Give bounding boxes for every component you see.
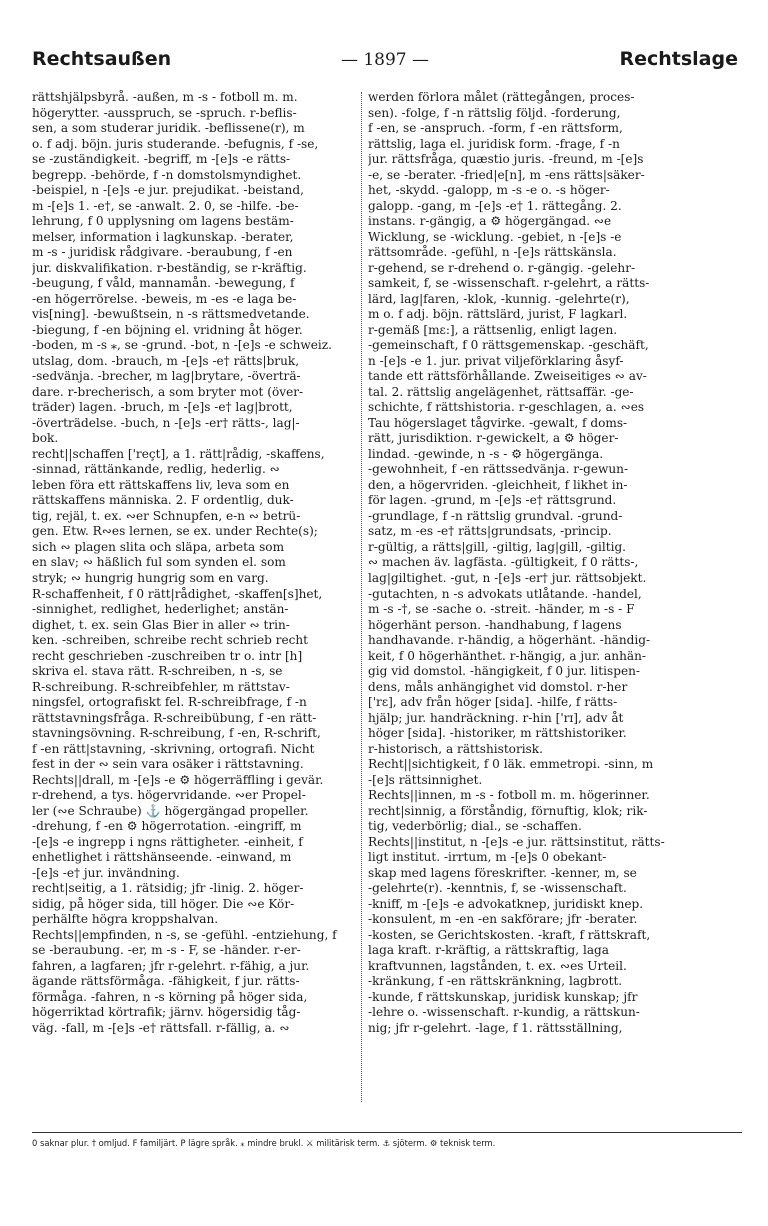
dictionary-line: rättsområde. -gefühl, n -[e]s rättskänsla. xyxy=(368,245,617,260)
dictionary-line: -överträdelse. -buch, n -[e]s -er† rätts-, lag|- xyxy=(32,415,300,430)
footer-rule xyxy=(32,1132,742,1133)
dictionary-line: keit, f 0 högerhänthet. r-hängig, a jur. anhän- xyxy=(368,648,646,663)
dictionary-line: tal. 2. rättslig angelägenhet, rättsaffär. -ge- xyxy=(368,384,634,399)
dictionary-line: galopp. -gang, m -[e]s -e† 1. rättegång. 2. xyxy=(368,198,622,213)
dictionary-line: n -[e]s -e 1. jur. privat viljeförklaring åsyf- xyxy=(368,353,624,368)
dictionary-line: o. f adj. böjn. juris studerande. -befugnis, f -se, xyxy=(32,136,319,151)
dictionary-line: r-gemäß [mɛ:], a rättsenlig, enligt lagen. xyxy=(368,322,618,337)
dictionary-line: tande ett rättsförhållande. Zweiseitiges ∾ av- xyxy=(368,369,647,384)
dictionary-line: fahren, a lagfaren; jfr r-gelehrt. r-fähig, a jur. xyxy=(32,958,310,973)
dictionary-line: nig; jfr r-gelehrt. -lage, f 1. rättsställning, xyxy=(368,1020,623,1035)
dictionary-line: -gemeinschaft, f 0 rättsgemenskap. -geschäft, xyxy=(368,338,649,353)
dictionary-line: -[e]s rättsinnighet. xyxy=(368,772,483,787)
dictionary-line: -sinnighet, redlighet, hederlighet; anstän- xyxy=(32,602,289,617)
dictionary-line: m -[e]s 1. -e†, se -anwalt. 2. 0, se -hilfe. -be- xyxy=(32,198,299,213)
dictionary-line: högerytter. -ausspruch, se -spruch. r-beflis- xyxy=(32,105,297,120)
dictionary-line: -beugung, f våld, mannamån. -bewegung, f xyxy=(32,276,295,291)
dictionary-line: recht||schaffen ['reçt], a 1. rätt|rådig, -skaffens, xyxy=(32,446,325,461)
page-header xyxy=(32,48,738,78)
dictionary-line: instans. r-gängig, a ⚙ högergängad. ∾e xyxy=(368,214,612,229)
dictionary-line: r-historisch, a rättshistorisk. xyxy=(368,741,543,756)
dictionary-line: Rechts||institut, n -[e]s -e jur. rättsinstitut, rätts- xyxy=(368,834,665,849)
dictionary-line: fest in der ∾ sein vara osäker i rättstavning. xyxy=(32,757,304,772)
dictionary-line: se -beraubung. -er, m -s - F, se -händer. r-er- xyxy=(32,943,301,958)
dictionary-line: ∾ machen äv. lagfästa. -gültigkeit, f 0 rätts-, xyxy=(368,555,639,570)
dictionary-line: handhavande. r-händig, a högerhänt. -händig- xyxy=(368,633,651,648)
dictionary-line: skap med lagens föreskrifter. -kenner, m, se xyxy=(368,865,637,880)
dictionary-line: -kunde, f rättskunskap, juridisk kunskap; jfr xyxy=(368,989,638,1004)
header-guide-word-right: Rechtslage xyxy=(619,48,738,70)
dictionary-line: -kosten, se Gerichtskosten. -kraft, f rättskraft, xyxy=(368,927,651,942)
dictionary-line: högerhänt person. -handhabung, f lagens xyxy=(368,617,622,632)
dictionary-line: Tau högerslaget tågvirke. -gewalt, f doms- xyxy=(368,415,628,430)
dictionary-line: -boden, m -s ⁎, se -grund. -bot, n -[e]s -e schweiz. xyxy=(32,338,332,353)
dictionary-line: jur. rättsfråga, quæstio juris. -freund, m -[e]s xyxy=(368,152,644,167)
dictionary-line: recht|seitig, a 1. rätsidig; jfr -linig. 2. höger- xyxy=(32,881,304,896)
left-column xyxy=(32,90,372,1130)
dictionary-line: rättskaffens människa. 2. F ordentlig, duk- xyxy=(32,493,294,508)
dictionary-line: för lagen. -grund, m -[e]s -e† rättsgrund. xyxy=(368,493,617,508)
dictionary-line: r-drehend, a tys. högervridande. ∾er Propel- xyxy=(32,788,306,803)
dictionary-line: hjälp; jur. handräckning. r-hin ['rɪ], adv åt xyxy=(368,710,624,725)
dictionary-line: tig, rejäl, t. ex. ∾er Schnupfen, e-n ∾ betrü- xyxy=(32,508,301,523)
dictionary-line: R-schreibung. R-schreibfehler, m rättstav- xyxy=(32,679,290,694)
dictionary-line: gen. Etw. R∾es lernen, se ex. under Rechte(s); xyxy=(32,524,318,539)
dictionary-line: skriva el. stava rätt. R-schreiben, n -s, se xyxy=(32,664,283,679)
dictionary-line: schichte, f rättshistoria. r-geschlagen, a. ∾es xyxy=(368,400,645,415)
dictionary-line: -kränkung, f -en rättskränkning, lagbrott. xyxy=(368,974,623,989)
dictionary-line: -konsulent, m -en -en sakförare; jfr -berater. xyxy=(368,912,638,927)
dictionary-line: sen). -folge, f -n rättslig följd. -forderung, xyxy=(368,105,621,120)
dictionary-line: -sinnad, rättänkande, redlig, hederlig. ∾ xyxy=(32,462,280,477)
dictionary-line: rättshjälpsbyrå. -außen, m -s - fotboll m. m. xyxy=(32,90,298,104)
dictionary-line: perhälfte högra kroppshalvan. xyxy=(32,912,219,927)
dictionary-line: rättslig, laga el. juridisk form. -frage, f -n xyxy=(368,136,620,151)
dictionary-line: f -en rätt|stavning, -skrivning, ortografi. Nicht xyxy=(32,741,315,756)
dictionary-line: dighet, t. ex. sein Glas Bier in aller ∾ trin- xyxy=(32,617,290,632)
dictionary-line: sich ∾ plagen slita och släpa, arbeta som xyxy=(32,539,285,554)
dictionary-line: tig, vederbörlig; dial., se -schaffen. xyxy=(368,819,582,834)
dictionary-line: lag|giltighet. -gut, n -[e]s -er† jur. rättsobjekt. xyxy=(368,570,647,585)
dictionary-line: dens, måls anhängighet vid domstol. r-her xyxy=(368,679,628,694)
dictionary-line: -drehung, f -en ⚙ högerrotation. -eingriff, m xyxy=(32,819,302,834)
column-divider xyxy=(361,92,363,1102)
dictionary-line: leben föra ett rättskaffens liv, leva som en xyxy=(32,477,290,492)
dictionary-line: Rechts||innen, m -s - fotboll m. m. högerinner. xyxy=(368,788,650,803)
dictionary-line: -sedvänja. -brecher, m lag|brytare, -överträ- xyxy=(32,369,301,384)
dictionary-line: r-gehend, se r-drehend o. r-gängig. -gelehr- xyxy=(368,260,636,275)
dictionary-line: lehrung, f 0 upplysning om lagens bestäm- xyxy=(32,214,294,229)
dictionary-line: -[e]s -e ingrepp i ngns rättigheter. -einheit, f xyxy=(32,834,303,849)
dictionary-line: ['rɛ], adv från höger [sida]. -hilfe, f rätts- xyxy=(368,695,618,710)
dictionary-line: m -s -†, se -sache o. -streit. -händer, m -s - F xyxy=(368,602,635,617)
dictionary-line: -gewohnheit, f -en rättssedvänja. r-gewun- xyxy=(368,462,629,477)
dictionary-line: dare. r-brecherisch, a som bryter mot (över- xyxy=(32,384,304,399)
dictionary-line: -[e]s -e† jur. invändning. xyxy=(32,865,180,880)
dictionary-line: höger [sida]. -historiker, m rättshistoriker. xyxy=(368,726,627,741)
dictionary-line: -lehre o. -wissenschaft. r-kundig, a rättskun- xyxy=(368,1005,640,1020)
dictionary-line: Rechts||empfinden, n -s, se -gefühl. -entziehung, f xyxy=(32,927,337,942)
dictionary-line: träder) lagen. -bruch, m -[e]s -e† lag|brott, xyxy=(32,400,293,415)
dictionary-line: ligt institut. -irrtum, m -[e]s 0 obekant- xyxy=(368,850,607,865)
dictionary-line: väg. -fall, m -[e]s -e† rättsfall. r-fällig, a. ∾ xyxy=(32,1020,290,1035)
dictionary-line: bok. xyxy=(32,431,59,446)
dictionary-line: m o. f adj. böjn. rättslärd, jurist, F lagkarl. xyxy=(368,307,628,322)
dictionary-line: begrepp. -behörde, f -n domstolsmyndighet. xyxy=(32,167,302,182)
abbreviation-legend: 0 saknar plur. † omljud. F familjärt. P lägre språk. ⁎ mindre brukl. ⚔ militärisk term. ⚓ sjöterm. ⚙ teknisk term. xyxy=(32,1138,496,1148)
dictionary-line: r-gültig, a rätts|gill, -giltig, lag|gill, -giltig. xyxy=(368,539,627,554)
dictionary-line: Wicklung, se -wicklung. -gebiet, n -[e]s -e xyxy=(368,229,622,244)
dictionary-line: satz, m -es -e† rätts|grundsats, -princip. xyxy=(368,524,612,539)
dictionary-line: stryk; ∾ hungrig hungrig som en varg. xyxy=(32,570,269,585)
dictionary-line: ler (∾e Schraube) ⚓ högergängad propeller. xyxy=(32,803,309,818)
dictionary-line: -gelehrte(r). -kenntnis, f, se -wissenschaft. xyxy=(368,881,627,896)
dictionary-line: het, -skydd. -galopp, m -s -e o. -s höger- xyxy=(368,183,610,198)
dictionary-line: laga kraft. r-kräftig, a rättskraftig, laga xyxy=(368,943,609,958)
dictionary-line: ken. -schreiben, schreibe recht schrieb recht xyxy=(32,633,309,648)
dictionary-line: lärd, lag|faren, -klok, -kunnig. -gelehrte(r), xyxy=(368,291,630,306)
dictionary-line: gig vid domstol. -hängigkeit, f 0 jur. litispen- xyxy=(368,664,640,679)
dictionary-line: sidig, på höger sida, till höger. Die ∾e Kör- xyxy=(32,896,295,911)
dictionary-line: Recht||sichtigkeit, f 0 läk. emmetropi. -sinn, m xyxy=(368,757,654,772)
dictionary-line: högerriktad körtrafik; järnv. högersidig tåg- xyxy=(32,1005,301,1020)
dictionary-line: jur. diskvalifikation. r-beständig, se r-kräftig. xyxy=(32,260,307,275)
header-guide-word-left: Rechtsaußen xyxy=(32,48,172,70)
dictionary-line: enhetlighet i rättshänseende. -einwand, m xyxy=(32,850,292,865)
dictionary-line: ningsfel, ortografiskt fel. R-schreibfrage, f -n xyxy=(32,695,307,710)
dictionary-line: kraftvunnen, lagstånden, t. ex. ∾es Urteil. xyxy=(368,958,627,973)
dictionary-line: -gutachten, n -s advokats utlåtande. -handel, xyxy=(368,586,642,601)
dictionary-line: -e, se -berater. -fried|e[n], m -ens rätts|säker- xyxy=(368,167,645,182)
dictionary-line: melser, information i lagkunskap. -berater, xyxy=(32,229,294,244)
dictionary-line: lindad. -gewinde, n -s - ⚙ högergänga. xyxy=(368,446,604,461)
dictionary-line: stavningsövning. R-schreibung, f -en, R-schrift, xyxy=(32,726,321,741)
dictionary-line: werden förlora målet (rättegången, proces- xyxy=(368,90,635,104)
dictionary-line: -grundlage, f -n rättslig grundval. -grund- xyxy=(368,508,623,523)
dictionary-line: samkeit, f, se -wissenschaft. r-gelehrt, a rätts- xyxy=(368,276,650,291)
dictionary-line: -biegung, f -en böjning el. vridning åt höger. xyxy=(32,322,303,337)
dictionary-line: -en högerrörelse. -beweis, m -es -e laga be- xyxy=(32,291,297,306)
dictionary-line: förmåga. -fahren, n -s körning på höger sida, xyxy=(32,989,308,1004)
dictionary-line: se -zuständigkeit. -begriff, m -[e]s -e rätts- xyxy=(32,152,291,167)
dictionary-line: recht geschrieben -zuschreiben tr o. intr [h] xyxy=(32,648,303,663)
dictionary-line: -kniff, m -[e]s -e advokatknep, juridiskt knep. xyxy=(368,896,644,911)
dictionary-line: R-schaffenheit, f 0 rätt|rådighet, -skaffen[s]het, xyxy=(32,586,323,601)
dictionary-line: -beispiel, n -[e]s -e jur. prejudikat. -beistand, xyxy=(32,183,304,198)
dictionary-line: rätt, jurisdiktion. r-gewickelt, a ⚙ höger- xyxy=(368,431,619,446)
dictionary-line: den, a högervriden. -gleichheit, f likhet in- xyxy=(368,477,628,492)
right-column xyxy=(368,90,711,1130)
dictionary-line: en slav; ∾ häßlich ful som synden el. som xyxy=(32,555,286,570)
dictionary-line: Rechts||drall, m -[e]s -e ⚙ högerräffling i gevär. xyxy=(32,772,324,787)
dictionary-line: recht|sinnig, a förståndig, förnuftig, klok; rik- xyxy=(368,803,648,818)
page-number: — 1897 — xyxy=(340,50,430,70)
dictionary-line: ägande rättsförmåga. -fähigkeit, f jur. rätts- xyxy=(32,974,300,989)
dictionary-line: utslag, dom. -brauch, m -[e]s -e† rätts|bruk, xyxy=(32,353,300,368)
dictionary-line: f -en, se -anspruch. -form, f -en rättsform, xyxy=(368,121,623,136)
dictionary-line: sen, a som studerar juridik. -beflissene(r), m xyxy=(32,121,305,136)
dictionary-line: rättstavningsfråga. R-schreibübung, f -en rätt- xyxy=(32,710,317,725)
dictionary-line: vis[ning]. -bewußtsein, n -s rättsmedvetande. xyxy=(32,307,310,322)
dictionary-line: m -s - juridisk rådgivare. -beraubung, f -en xyxy=(32,245,293,260)
